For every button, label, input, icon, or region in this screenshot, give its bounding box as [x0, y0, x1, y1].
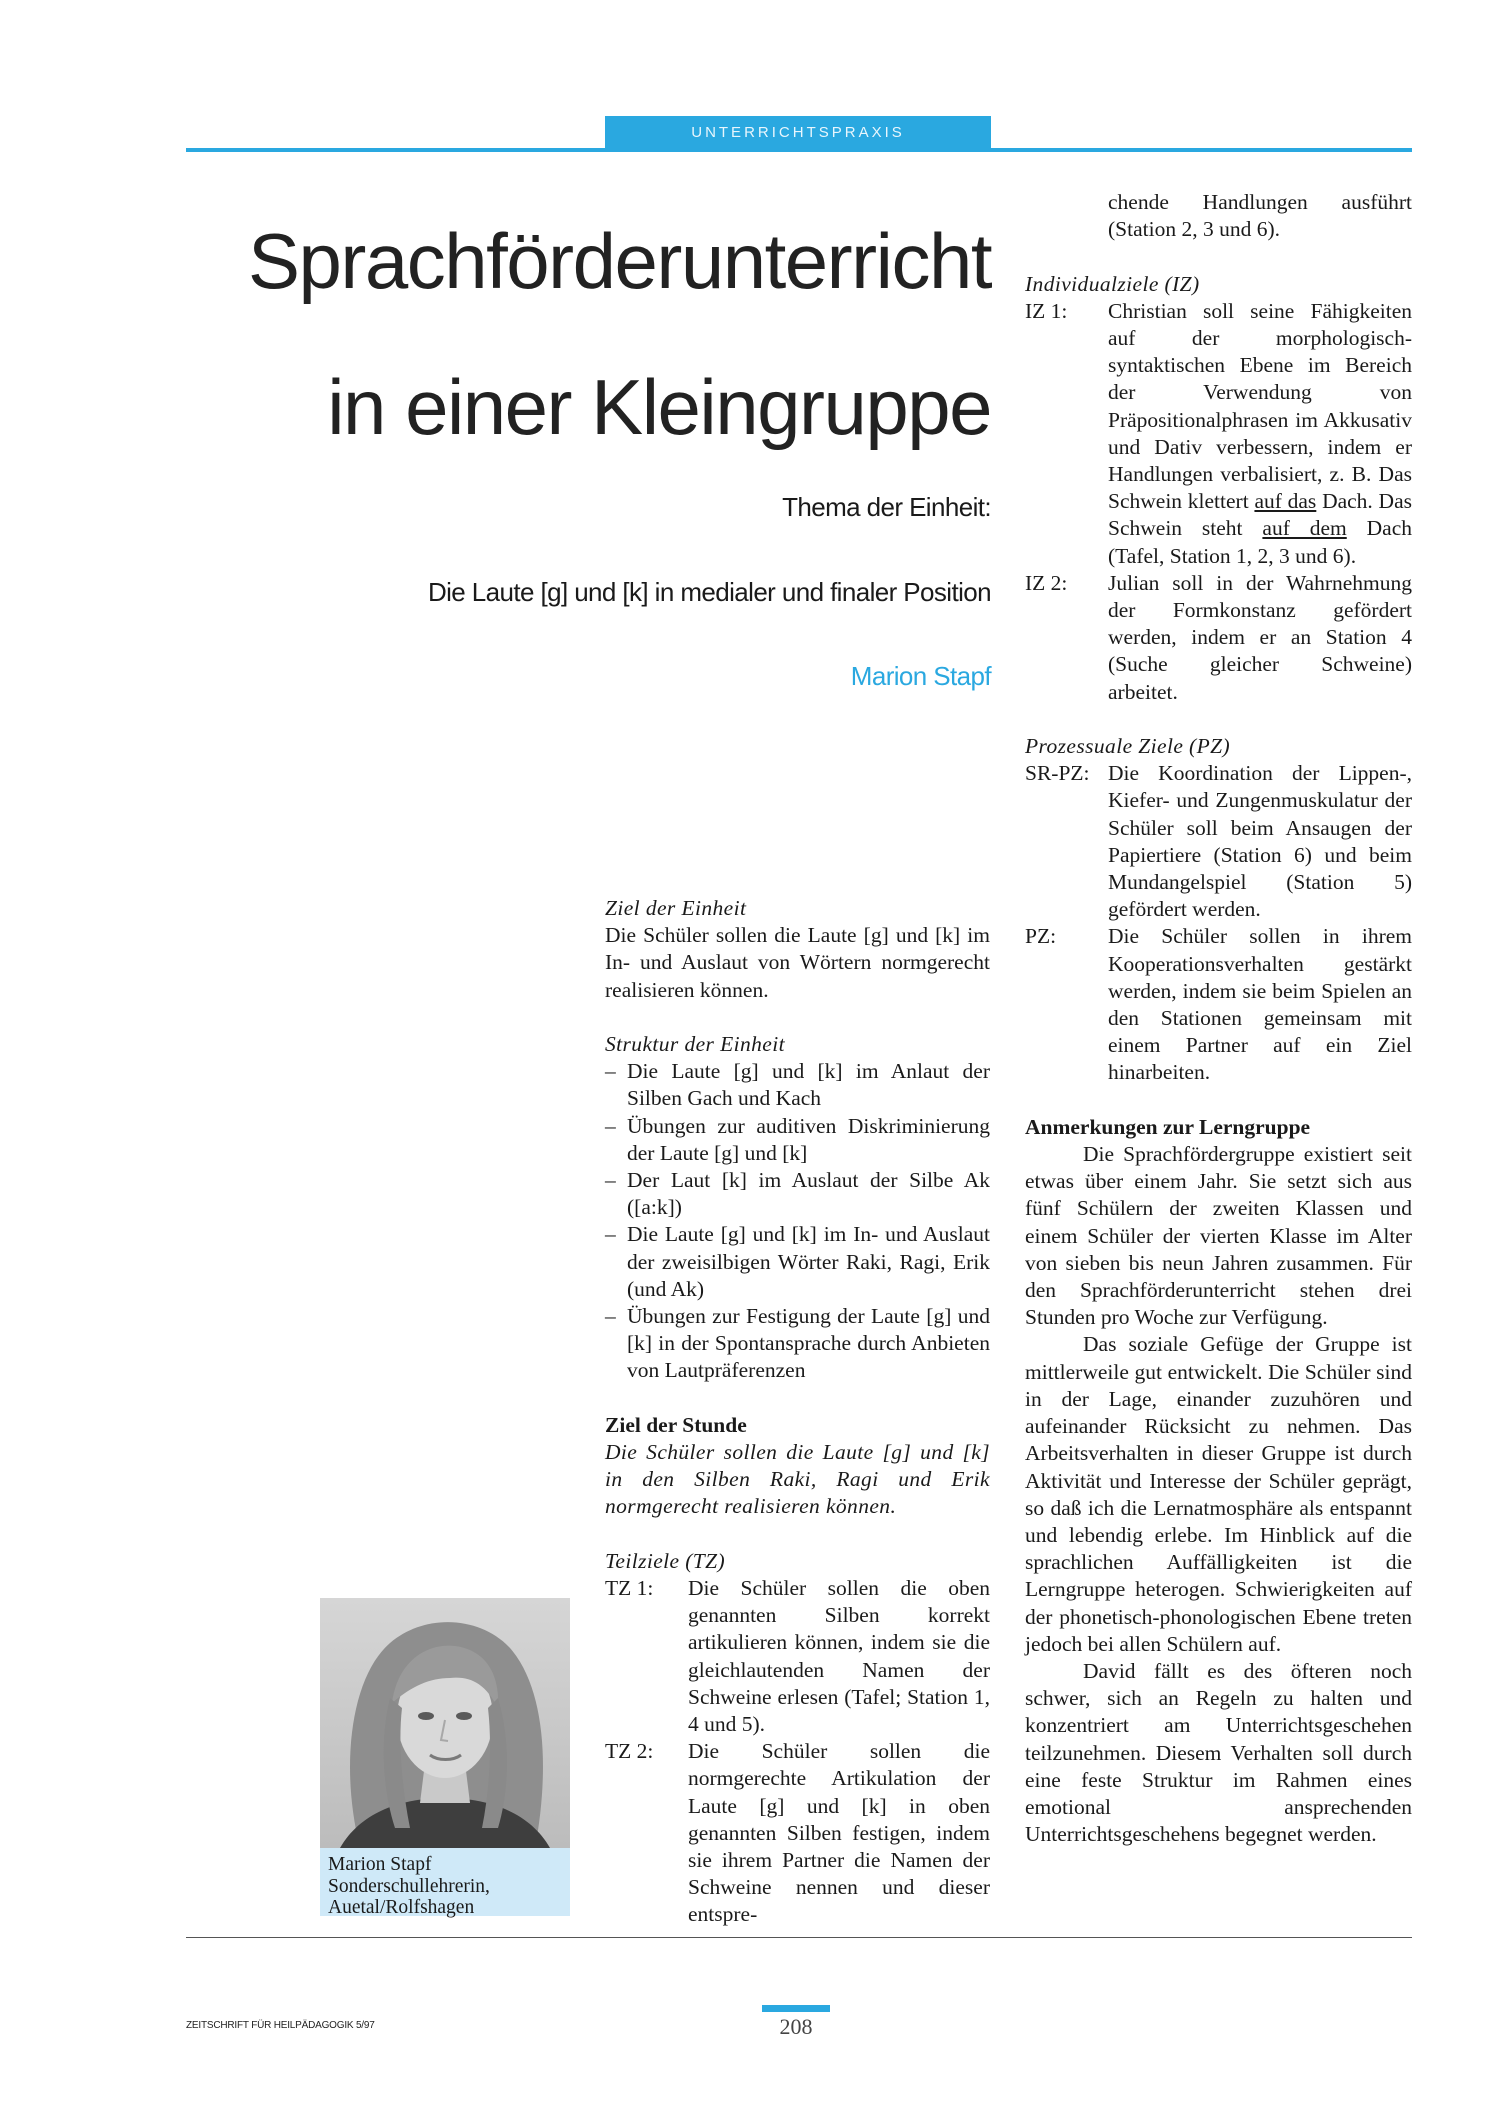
page-number: 208: [779, 2014, 813, 2039]
column-right: [1025, 189, 1412, 1848]
underlined-phrase: auf das: [1254, 489, 1317, 514]
ziel-einheit-text: Die Schüler sollen die Laute [g] und [k] im In- und Auslaut von Wörtern normgerecht realisieren können.: [605, 923, 990, 1002]
prozessuales-ziel-label: PZ:: [1025, 924, 1057, 949]
article-title-line-1: Sprachförderunterricht: [247, 217, 991, 305]
prozessuales-ziel-text: Die Schüler sollen in ihrem Kooperationsverhalten gestärkt werden, indem sie beim Spielen an den Stationen gemeinsam mit einem Partner auf ein Ziel hinarbeiten.: [1108, 924, 1412, 1085]
individualziel-text: Christian soll seine Fähigkeiten auf der morphologisch-syntaktischen Ebene im Bereich der Verwendung von Präpositionalphrasen im Akkusativ und Dativ verbessern, indem er Handlungen verbalisiert, z. B. Das Schwein klettert auf das Dach. Das Schwein steht auf dem Dach (Tafel, Station 1, 2, 3 und 6).: [1108, 298, 1412, 568]
teilziel-entry: [605, 1738, 990, 1928]
header-rule: [186, 148, 1412, 152]
journal-name: ZEITSCHRIFT FÜR HEILPÄDAGOGIK 5/97: [186, 2020, 375, 2031]
teilziel-label: TZ 2:: [605, 1739, 654, 1764]
tz2-continuation: chende Handlungen ausführt (Station 2, 3 und 6).: [1108, 190, 1412, 242]
individualziele-heading: Individualziele (IZ): [1025, 271, 1200, 296]
underlined-phrase: auf dem: [1262, 516, 1347, 541]
anmerkungen-heading: Anmerkungen zur Lerngruppe: [1025, 1114, 1311, 1139]
struktur-item: – Die Laute [g] und [k] im Anlaut der Silben Gach und Kach: [605, 1058, 990, 1112]
struktur-item: – Übungen zur auditiven Diskriminierung der Laute [g] und [k]: [605, 1113, 990, 1167]
caption-location: Auetal/Rolfshagen: [328, 1897, 475, 1919]
article-title-line-2: in einer Kleingruppe: [327, 363, 991, 451]
individualziel-entry: [1025, 570, 1412, 706]
teilziel-entry: [605, 1575, 990, 1738]
ziel-stunde-text: Die Schüler sollen die Laute [g] und [k] in den Silben Raki, Ragi und Erik normgerecht realisieren können.: [605, 1440, 990, 1519]
struktur-item: – Der Laut [k] im Auslaut der Silbe Ak ([a:k]): [605, 1167, 990, 1221]
footer-rule: [186, 1937, 1412, 1938]
teilziel-text: Die Schüler sollen die normgerechte Artikulation der Laute [g] und [k] in oben genannten Silben festigen, indem sie ihrem Partner die Namen der Schweine nennen und dieser entspre-: [688, 1739, 990, 1927]
anmerkungen-paragraph: Die Sprachfördergruppe existiert seit etwas über einem Jahr. Sie setzt sich aus fünf Schülern der zweiten Klassen und einem Schüler der vierten Klasse im Alter von sieben bis neun Jahren zusammen. Für den Sprachförderunterricht stehen drei Stunden pro Woche zur Verfügung.: [1025, 1142, 1412, 1330]
teilziel-text: Die Schüler sollen die oben genannten Silben korrekt artikulieren können, indem sie die gleichlautenden Namen der Schweine erlesen (Tafel; Station 1, 4 und 5).: [688, 1576, 990, 1737]
caption-role: Sonderschullehrerin,: [328, 1875, 490, 1897]
prozessuales-ziel-label: SR-PZ:: [1025, 761, 1090, 786]
subtitle-label: Thema der Einheit:: [782, 492, 991, 522]
teilziel-label: TZ 1:: [605, 1576, 654, 1601]
column-middle: [605, 895, 990, 1929]
anmerkungen-paragraph: Das soziale Gefüge der Gruppe ist mittlerweile gut entwickelt. Die Schüler sind in der Lage, einander zuzuhören und aufeinander Rücksicht zu nehmen. Das Arbeitsverhalten in dieser Gruppe ist durch Aktivität und Interesse der Schüler geprägt, so daß ich die Lernatmosphäre als entspannt und lebendig erlebe. Im Hinblick auf die sprachlichen Auffälligkeiten ist die Lerngruppe heterogen. Schwierigkeiten auf der phonetisch-phonologischen Ebene treten jedoch bei allen Schülern auf.: [1025, 1332, 1412, 1656]
teilziele-heading: Teilziele (TZ): [605, 1548, 726, 1573]
prozessuales-ziel-entry: [1025, 923, 1412, 1086]
anmerkungen-paragraph: David fällt es des öfteren noch schwer, sich an Regeln zu halten und konzentriert am Unterrichtsgeschehen teilzunehmen. Diesem Verhalten soll durch eine feste Struktur im Rahmen eines emotional ansprechenden Unterrichtsgeschehens begegnet werden.: [1025, 1658, 1412, 1847]
prozessuales-ziel-text: Die Koordination der Lippen-, Kiefer- und Zungenmuskulatur der Schüler soll beim Ansaugen der Papiertiere (Station 6) und beim Mundangelspiel (Station 5) gefördert werden.: [1108, 761, 1412, 922]
prozessuales-ziel-entry: [1025, 760, 1412, 923]
struktur-heading: Struktur der Einheit: [605, 1032, 785, 1056]
ziel-einheit-heading: Ziel der Einheit: [605, 896, 747, 920]
individualziel-label: IZ 2:: [1025, 570, 1068, 595]
ziel-stunde-heading: Ziel der Stunde: [605, 1412, 747, 1437]
prozessuale-heading: Prozessuale Ziele (PZ): [1025, 734, 1231, 759]
individualziel-entry: [1025, 298, 1412, 570]
struktur-item: – Die Laute [g] und [k] im In- und Auslaut der zweisilbigen Wörter Raki, Ragi, Erik (und Ak): [605, 1221, 990, 1303]
author-photo: [320, 1598, 570, 1848]
author-portrait-image: [320, 1598, 570, 1848]
struktur-item: – Übungen zur Festigung der Laute [g] und [k] in der Spontansprache durch Anbieten von Lautpräferenzen: [605, 1303, 990, 1385]
page-marker: [762, 2005, 830, 2012]
subtitle-topic: Die Laute [g] und [k] in medialer und finaler Position: [427, 577, 991, 607]
caption-name: Marion Stapf: [328, 1854, 432, 1875]
author-name: Marion Stapf: [850, 661, 991, 691]
individualziel-text: Julian soll in der Wahrnehmung der Formkonstanz gefördert werden, indem er an Station 4 (Suche gleicher Schweine) arbeitet.: [1108, 570, 1412, 704]
photo-caption: [320, 1848, 570, 1919]
individualziel-label: IZ 1:: [1025, 298, 1068, 323]
section-label: UNTERRICHTSPRAXIS: [605, 116, 991, 148]
